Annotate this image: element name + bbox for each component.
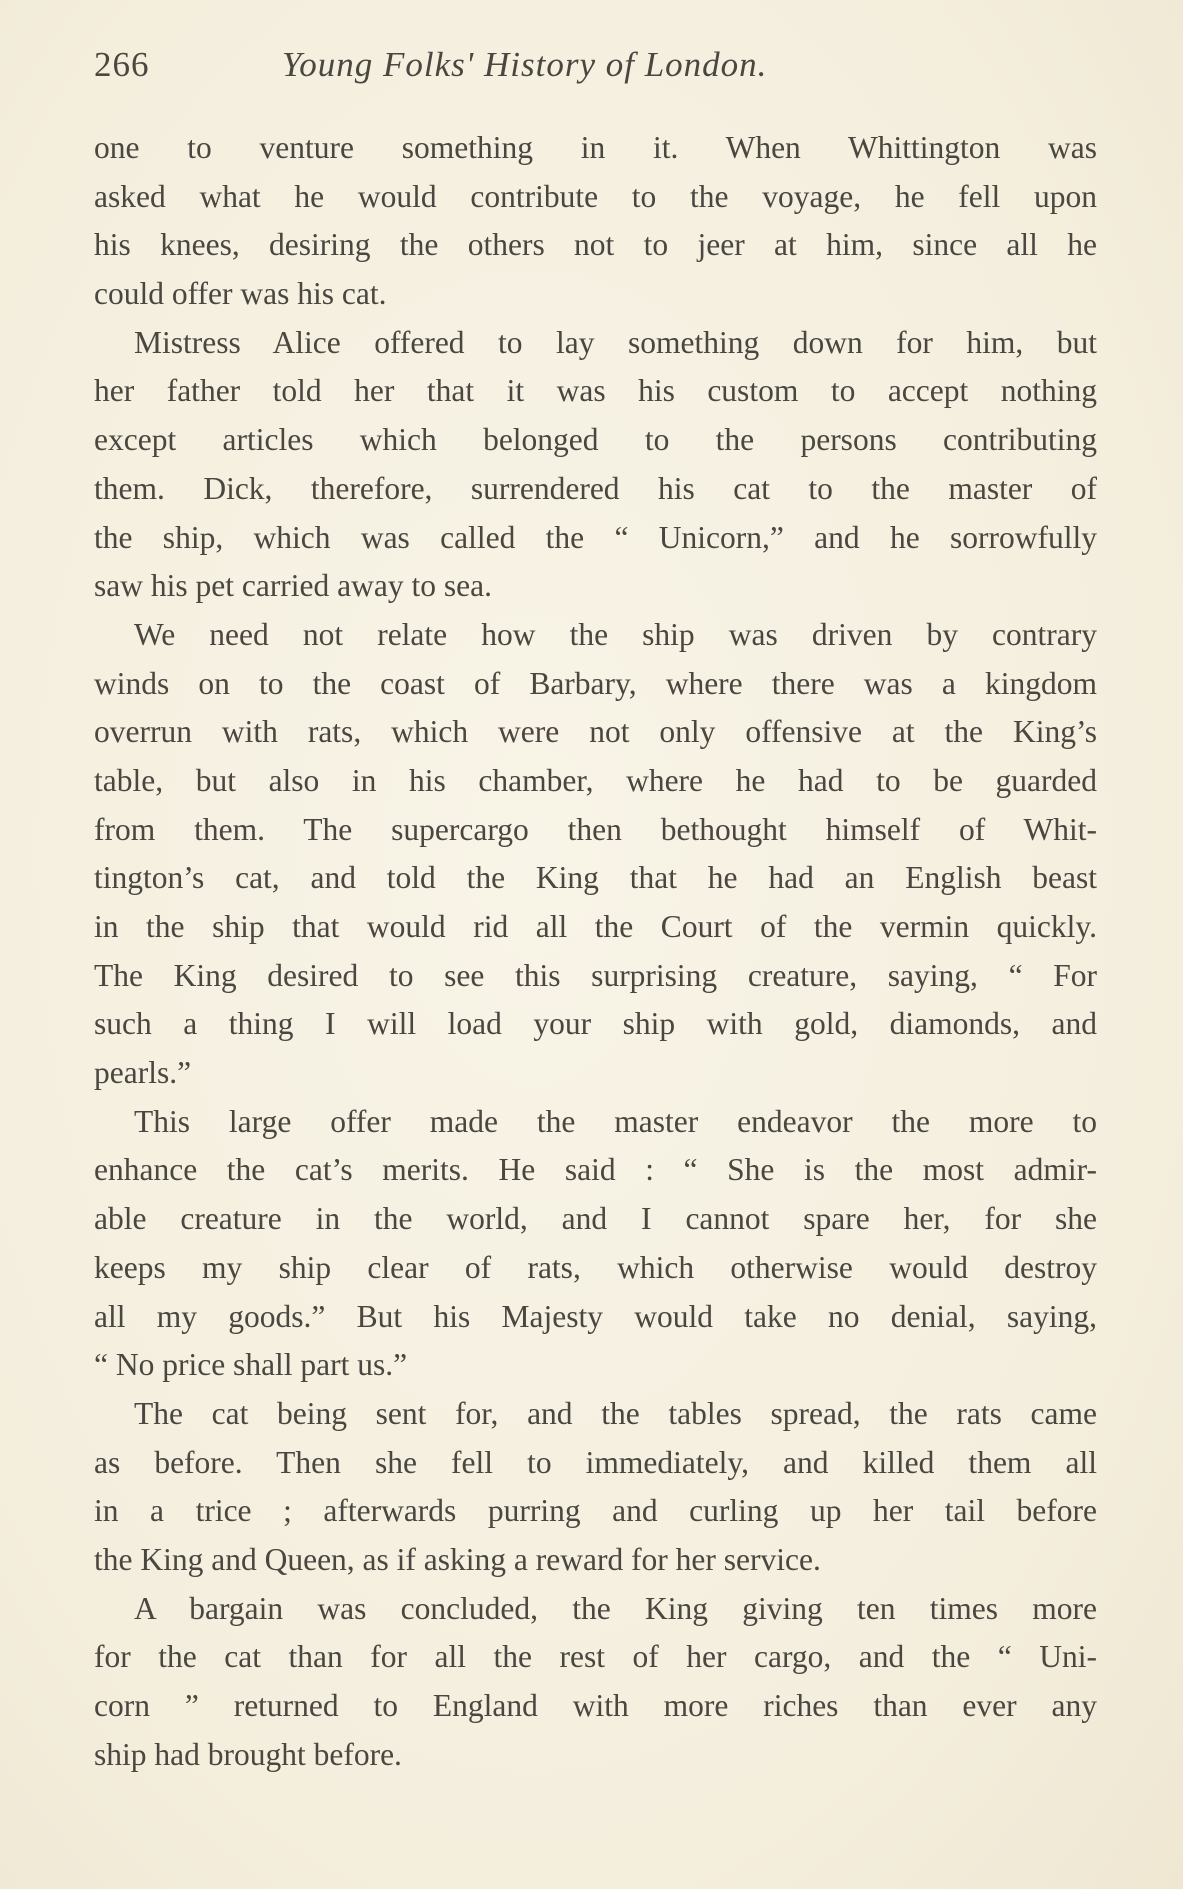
text-line: saw his pet carried away to sea.	[94, 568, 492, 604]
text-line: enhance the cat’s merits. He said : “ She is the most admir-	[94, 1152, 1097, 1188]
text-line: for the cat than for all the rest of her cargo, and the “ Uni-	[94, 1639, 1097, 1675]
text-line: keeps my ship clear of rats, which otherwise would destroy	[94, 1249, 1097, 1285]
text-line: from them. The supercargo then bethought himself of Whit-	[94, 811, 1097, 847]
text-line: corn ” returned to England with more riches than ever any	[94, 1688, 1097, 1723]
text-line: The King desired to see this surprising creature, saying, “ For	[94, 957, 1097, 993]
text-line: the King and Queen, as if asking a reward for her service.	[94, 1541, 821, 1577]
text-line: one to venture something in it. When Whittington was	[94, 130, 1097, 165]
text-line: “ No price shall part us.”	[94, 1347, 408, 1383]
text-line: Mistress Alice offered to lay something down for him, but	[134, 324, 1097, 360]
text-line: We need not relate how the ship was driven by contrary	[134, 616, 1097, 652]
running-head	[94, 40, 1094, 90]
text-line: The cat being sent for, and the tables spread, the rats came	[134, 1395, 1097, 1431]
text-line: her father told her that it was his custom to accept nothing	[94, 373, 1097, 409]
text-line: tington’s cat, and told the King that he had an English beast	[94, 860, 1097, 896]
page-number: 266	[94, 45, 150, 84]
body-text	[94, 124, 1097, 1779]
running-title: Young Folks' History of London.	[282, 45, 768, 84]
text-line: winds on to the coast of Barbary, where there was a kingdom	[94, 665, 1097, 701]
text-line: could offer was his cat.	[94, 276, 387, 312]
text-line: table, but also in his chamber, where he had to be guarded	[94, 762, 1097, 798]
text-line: A bargain was concluded, the King giving ten times more	[134, 1590, 1097, 1626]
text-line: such a thing I will load your ship with gold, diamonds, and	[94, 1006, 1097, 1042]
text-line: overrun with rats, which were not only offensive at the King’s	[94, 714, 1097, 750]
text-line: in a trice ; afterwards purring and curling up her tail before	[94, 1493, 1097, 1529]
text-line: them. Dick, therefore, surrendered his cat to the master of	[94, 470, 1097, 506]
text-line: the ship, which was called the “ Unicorn,” and he sorrowfully	[94, 519, 1097, 555]
text-line: This large offer made the master endeavor the more to	[134, 1103, 1097, 1139]
text-line: his knees, desiring the others not to jeer at him, since all he	[94, 227, 1097, 263]
text-line: pearls.”	[94, 1055, 192, 1091]
text-line: except articles which belonged to the persons contributing	[94, 422, 1097, 458]
text-line: ship had brought before.	[94, 1736, 402, 1772]
text-line: all my goods.” But his Majesty would take no denial, saying,	[94, 1298, 1097, 1334]
text-line: in the ship that would rid all the Court of the vermin quickly.	[94, 909, 1097, 944]
text-line: able creature in the world, and I cannot spare her, for she	[94, 1201, 1097, 1237]
text-line: asked what he would contribute to the voyage, he fell upon	[94, 178, 1097, 214]
text-line: as before. Then she fell to immediately, and killed them all	[94, 1444, 1097, 1480]
